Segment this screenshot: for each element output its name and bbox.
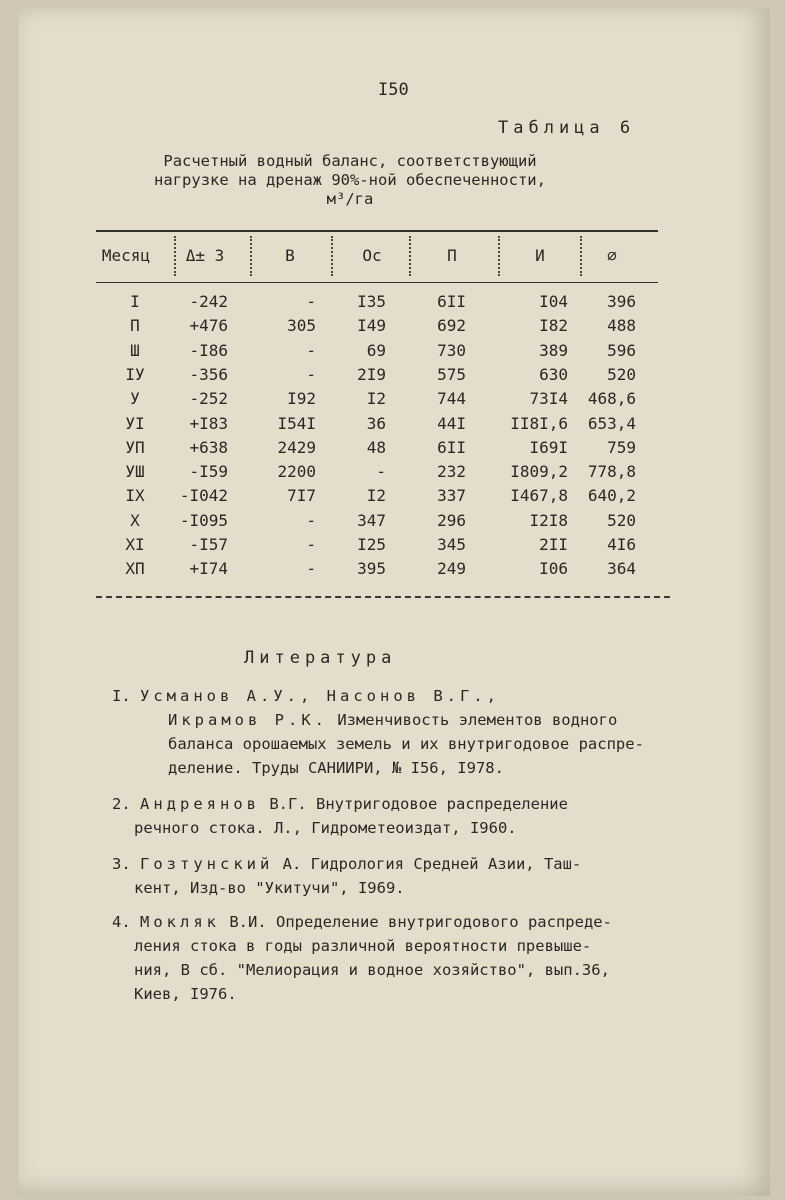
table-cell: Ш xyxy=(130,340,140,360)
table-cell: -I042 xyxy=(179,486,228,506)
header-oc: Oc xyxy=(362,246,382,265)
reference-1 xyxy=(112,684,500,708)
table-header-rule xyxy=(96,282,658,283)
table-cell: 36 xyxy=(366,413,386,433)
table-cell: I54I xyxy=(277,413,316,433)
reference-2 xyxy=(112,792,568,816)
table-cell: 488 xyxy=(607,316,636,336)
table-cell: 249 xyxy=(437,559,466,579)
reference-authors: Андреянов xyxy=(140,795,261,813)
table-cell: У xyxy=(130,389,140,409)
table-cell: -242 xyxy=(189,292,228,311)
table-cell: -I59 xyxy=(189,462,228,482)
table-label: Таблица 6 xyxy=(498,118,636,138)
table-cell: I25 xyxy=(357,535,386,554)
reference-4-line-2: ления стока в годы различной вероятности превыше- xyxy=(134,937,592,955)
reference-number: 3. xyxy=(112,855,131,873)
table-cell: 389 xyxy=(539,340,568,360)
table-cell: - xyxy=(376,462,386,482)
table-caption xyxy=(150,152,550,209)
table-cell: - xyxy=(306,510,316,530)
reference-4-line-4: Киев, I976. xyxy=(134,985,237,1003)
table-cell: - xyxy=(306,559,316,579)
reference-4-line-3: ния, В сб. "Мелиорация и водное хозяйство", вып.36, xyxy=(134,961,610,979)
table-cell: 296 xyxy=(437,510,466,530)
table-cell: - xyxy=(306,364,316,384)
table-cell: 48 xyxy=(366,437,386,457)
table-cell: +I74 xyxy=(189,559,228,579)
table-cell: -I095 xyxy=(179,510,228,530)
reference-3 xyxy=(112,852,581,876)
caption-line-2: нагрузке на дренаж 90%-ной обеспеченности, xyxy=(154,171,546,189)
table-cell: 468,6 xyxy=(587,389,636,409)
table-cell: 730 xyxy=(437,340,466,360)
table-cell: +I83 xyxy=(189,413,228,433)
table-cell: - xyxy=(306,340,316,360)
literature-title: Литература xyxy=(244,648,397,668)
reference-text: В.Г. Внутригодовое распределение xyxy=(260,795,568,813)
reference-1-line-2 xyxy=(168,708,617,732)
table-cell: I467,8 xyxy=(510,486,568,506)
table-cell: I82 xyxy=(539,316,568,336)
table-cell: 69 xyxy=(366,340,386,360)
table-cell: I04 xyxy=(539,292,568,311)
header-p: П xyxy=(447,246,457,265)
header-i: И xyxy=(535,246,545,265)
table-cell: -356 xyxy=(189,364,228,384)
header-b: В xyxy=(285,246,295,265)
table-cell: 44I xyxy=(437,413,466,433)
table-cell: 6II xyxy=(437,437,466,457)
table-cell: 630 xyxy=(539,364,568,384)
table-cell: I92 xyxy=(287,389,316,409)
table-cell: 692 xyxy=(437,316,466,336)
reference-authors: Усманов А.У., Насонов В.Г., xyxy=(140,687,500,705)
reference-number: 2. xyxy=(112,795,131,813)
table-cell: IX xyxy=(125,486,145,506)
table-cell: 640,2 xyxy=(587,486,636,506)
table-cell: 744 xyxy=(437,389,466,409)
table-cell: II8I,6 xyxy=(510,413,568,433)
table-cell: I809,2 xyxy=(510,462,568,482)
header-month: Месяц xyxy=(101,246,151,265)
page-number: I50 xyxy=(378,80,409,100)
reference-authors: Икрамов Р.К. xyxy=(168,711,328,729)
table-cell: I2 xyxy=(366,486,386,506)
table-cell: 337 xyxy=(437,486,466,506)
table-cell: 653,4 xyxy=(587,413,636,433)
table-cell: 347 xyxy=(357,510,386,530)
table-cell: 2200 xyxy=(277,462,316,482)
table-cell: 575 xyxy=(437,364,466,384)
reference-text: Изменчивость элементов водного xyxy=(327,711,618,729)
table-cell: УI xyxy=(125,413,145,433)
table-bottom-dashed-rule xyxy=(96,596,670,598)
table-cell: 520 xyxy=(607,364,636,384)
table-cell: 2I9 xyxy=(357,364,386,384)
reference-2-line-2: речного стока. Л., Гидрометеоиздат, I960. xyxy=(134,819,517,837)
table-cell: I35 xyxy=(357,292,386,311)
reference-4 xyxy=(112,910,612,934)
table-cell: I49 xyxy=(357,316,386,336)
reference-authors: Мокляк xyxy=(140,913,221,931)
table-cell: УП xyxy=(125,437,145,457)
reference-text: В.И. Определение внутригодового распреде- xyxy=(220,913,612,931)
table-cell: - xyxy=(306,535,316,554)
reference-3-line-2: кент, Изд-во "Укитучи", I969. xyxy=(134,879,405,897)
table-cell: 7I7 xyxy=(287,486,316,506)
table-cell: IУ xyxy=(125,364,145,384)
table-cell: 596 xyxy=(607,340,636,360)
table-cell: 73I4 xyxy=(529,389,568,409)
table-cell: П xyxy=(130,316,140,336)
table-cell: 232 xyxy=(437,462,466,482)
reference-1-line-3: баланса орошаемых земель и их внутригодовое распре- xyxy=(168,735,644,753)
table-cell: 4I6 xyxy=(607,535,636,554)
reference-authors: Гозтунский xyxy=(140,855,274,873)
table-cell: 778,8 xyxy=(587,462,636,482)
table-cell: XП xyxy=(125,559,145,579)
table-cell: I2 xyxy=(366,389,386,409)
table-cell: 2II xyxy=(539,535,568,554)
table-cell: - xyxy=(306,292,316,311)
header-delta: Δ± 3 xyxy=(185,246,225,265)
table-cell: 345 xyxy=(437,535,466,554)
table-cell: XI xyxy=(125,535,145,554)
table-cell: I69I xyxy=(529,437,568,457)
reference-text: А. Гидрология Средней Азии, Таш- xyxy=(273,855,582,873)
table-cell: 759 xyxy=(607,437,636,457)
table-cell: I2I8 xyxy=(529,510,568,530)
caption-line-3: м³/га xyxy=(326,190,374,208)
table-cell: -I57 xyxy=(189,535,228,554)
table-cell: 364 xyxy=(607,559,636,579)
table-cell: 6II xyxy=(437,292,466,311)
table-cell: +476 xyxy=(189,316,228,336)
reference-number: I. xyxy=(112,687,131,705)
header-phi: ∅ xyxy=(607,246,617,265)
table-cell: УШ xyxy=(125,462,145,482)
table-cell: 396 xyxy=(607,292,636,311)
table-top-rule xyxy=(96,230,658,232)
table-cell: I06 xyxy=(539,559,568,579)
table-cell: I xyxy=(130,292,140,311)
table-cell: 305 xyxy=(287,316,316,336)
table-cell: +638 xyxy=(189,437,228,457)
table-cell: 395 xyxy=(357,559,386,579)
table-cell: 2429 xyxy=(277,437,316,457)
caption-line-1: Расчетный водный баланс, соответствующий xyxy=(163,152,537,170)
table-cell: -252 xyxy=(189,389,228,409)
table-cell: 520 xyxy=(607,510,636,530)
reference-number: 4. xyxy=(112,913,131,931)
table-cell: X xyxy=(130,510,140,530)
table-cell: -I86 xyxy=(189,340,228,360)
reference-1-line-4: деление. Труды САНИИРИ, № I56, I978. xyxy=(168,759,504,777)
